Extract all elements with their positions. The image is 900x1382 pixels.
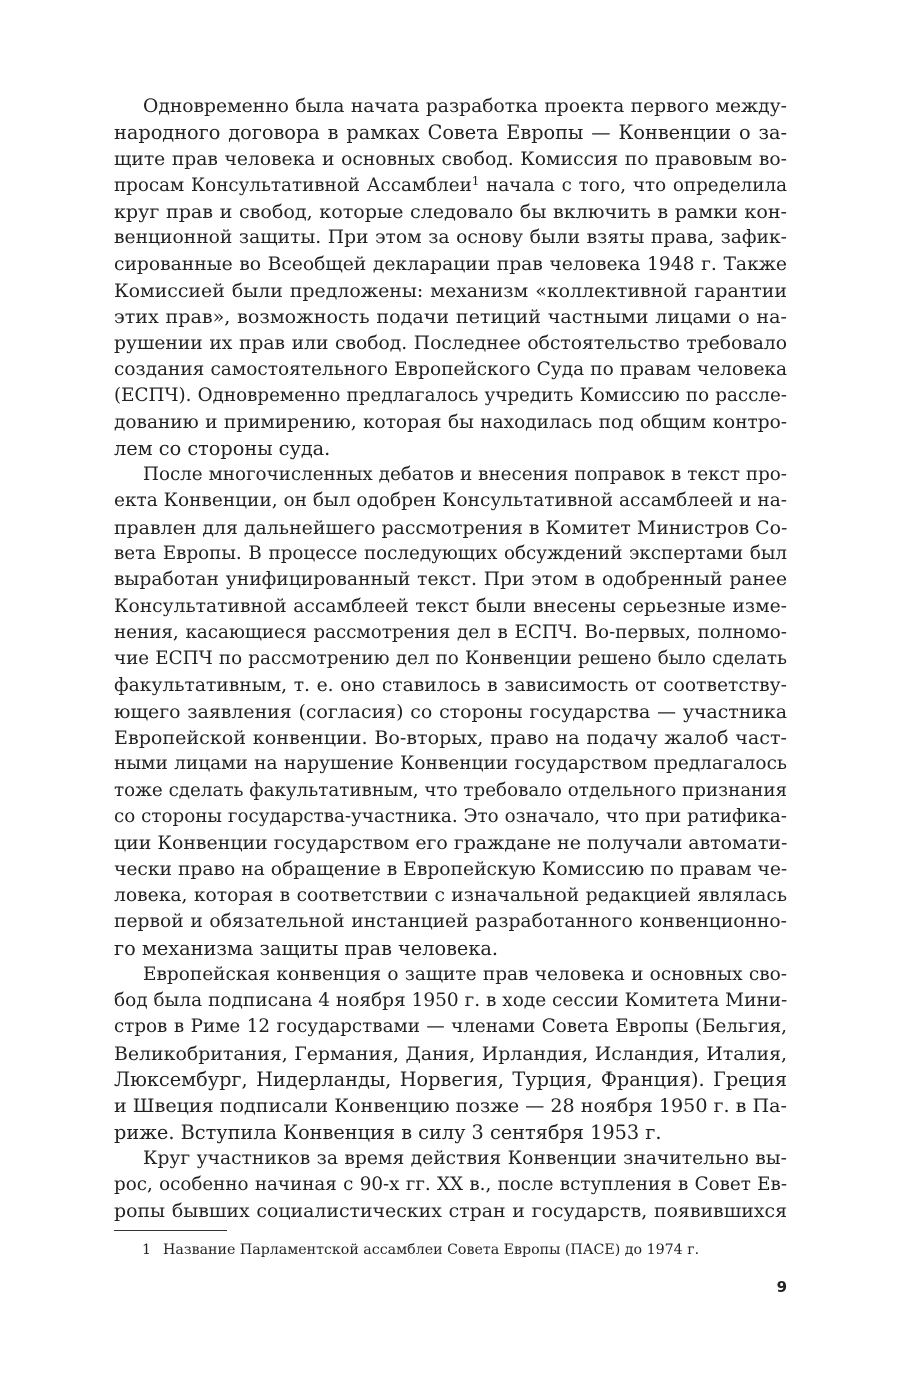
footnote [142,1240,699,1260]
text-line: тоже сделать факультативным, что требовало отдельного признания [114,779,788,801]
text-line: создания самостоятельного Европейского Суда по правам человека [114,358,787,380]
text-line: Люксембург, Нидерланды, Норвегия, Турция, Франция). Греция [114,1067,787,1091]
text-line: После многочисленных дебатов и внесения поправок в текст про- [143,464,787,486]
text-line: народного договора в рамках Совета Европы — Конвенции о за- [114,121,787,145]
text-line [114,173,787,199]
footnote-divider [114,1230,227,1231]
text-line: Европейская конвенция о защите прав человека и основных сво- [143,963,787,985]
text-line: рос, особенно начиная с 90-х гг. XX в., после вступления в Совет Ев- [114,1174,787,1196]
text-line: первой и обязательной инстанцией разработанного конвенционно- [114,911,787,933]
text-line: вета Европы. В процессе последующих обсуждений экспертами был [114,543,787,565]
paragraph [114,962,787,1146]
line-segment: просам Консультативной Ассамблеи [114,174,472,196]
text-line: нения, касающиеся рассмотрения дел в ЕСПЧ. Во-первых, полномо- [114,621,787,643]
paragraph [114,1146,787,1225]
text-line: со стороны государства-участника. Это означало, что при ратифика- [114,806,787,828]
text-line: чески право на обращение в Европейскую Комиссию по правам че- [114,858,788,880]
text-line: го механизма защиты прав человека. [114,936,499,960]
text-line: лем со стороны суда. [114,436,331,460]
text-line: этих прав», возможность подачи петиций частными лицами о на- [114,305,787,329]
text-line: Консультативной ассамблеей текст были внесены серьезные изме- [114,595,787,617]
text-line: правлен для дальнейшего рассмотрения в Комитет Министров Со- [114,516,788,539]
paragraph [114,94,787,462]
text-line: сированные во Всеобщей декларации прав человека 1948 г. Также [114,253,787,275]
text-line: Великобритания, Германия, Дания, Ирландия, Исландия, Италия, [114,1042,787,1065]
page-number: 9 [776,1278,787,1296]
text-line: (ЕСПЧ). Одновременно предлагалось учредить Комиссию по рассле- [114,385,787,407]
text-line: Одновременно была начата разработка проекта первого между- [143,96,787,117]
text-line: венционной защиты. При этом за основу были взяты права, зафик- [114,227,787,249]
footnote-number: 1 [142,1242,152,1258]
text-line: факультативным, т. е. оно ставилось в зависимость от соответству- [114,674,787,696]
text-line: ловека, которая в соответствии с изначальной редакцией являлась [114,884,787,906]
text-line: Круг участников за время действия Конвенции значительно вы- [143,1147,787,1169]
text-line: екта Конвенции, он был одобрен Консультативной ассамблеей и на- [114,490,787,512]
text-line: Европейской конвенции. Во-вторых, право на подачу жалоб част- [114,726,787,750]
text-line: ропы бывших социалистических стран и государств, появившихся [114,1200,787,1223]
text-line: и Швеция подписали Конвенцию позже — 28 ноября 1950 г. в Па- [114,1094,787,1118]
footnote-text: Название Парламентской ассамблеи Совета Европы (ПАСЕ) до 1974 г. [163,1242,700,1258]
text-line: чие ЕСПЧ по рассмотрению дел по Конвенции решено было сделать [114,648,787,670]
page-body [114,94,787,1225]
text-line: круг прав и свобод, которые следовало бы включить в рамки кон- [114,200,787,224]
text-line: стров в Риме 12 государствами — членами Совета Европы (Бельгия, [114,1016,787,1038]
paragraph [114,462,787,962]
line-segment: начала с того, что определила [479,174,787,196]
text-line: дованию и примирению, которая бы находилась под общим контро- [114,411,787,433]
text-line: бод была подписана 4 ноября 1950 г. в ходе сессии Комитета Мини- [114,990,788,1012]
text-line: щите прав человека и основных свобод. Комиссия по правовым во- [114,148,787,170]
text-line: выработан унифицированный текст. При этом в одобренный ранее [114,569,787,591]
text-line: Комиссией были предложены: механизм «коллективной гарантии [114,280,787,303]
text-line: ющего заявления (согласия) со стороны государства — участника [114,700,787,723]
text-line: рушении их прав или свобод. Последнее обстоятельство требовало [114,332,787,354]
footnote-reference: 1 [471,173,480,188]
text-line: ными лицами на нарушение Конвенции государством предлагалось [114,753,787,775]
text-line: риже. Вступила Конвенция в силу 3 сентября 1953 г. [114,1120,662,1144]
text-line: ции Конвенции государством его граждане не получали автомати- [114,832,788,855]
